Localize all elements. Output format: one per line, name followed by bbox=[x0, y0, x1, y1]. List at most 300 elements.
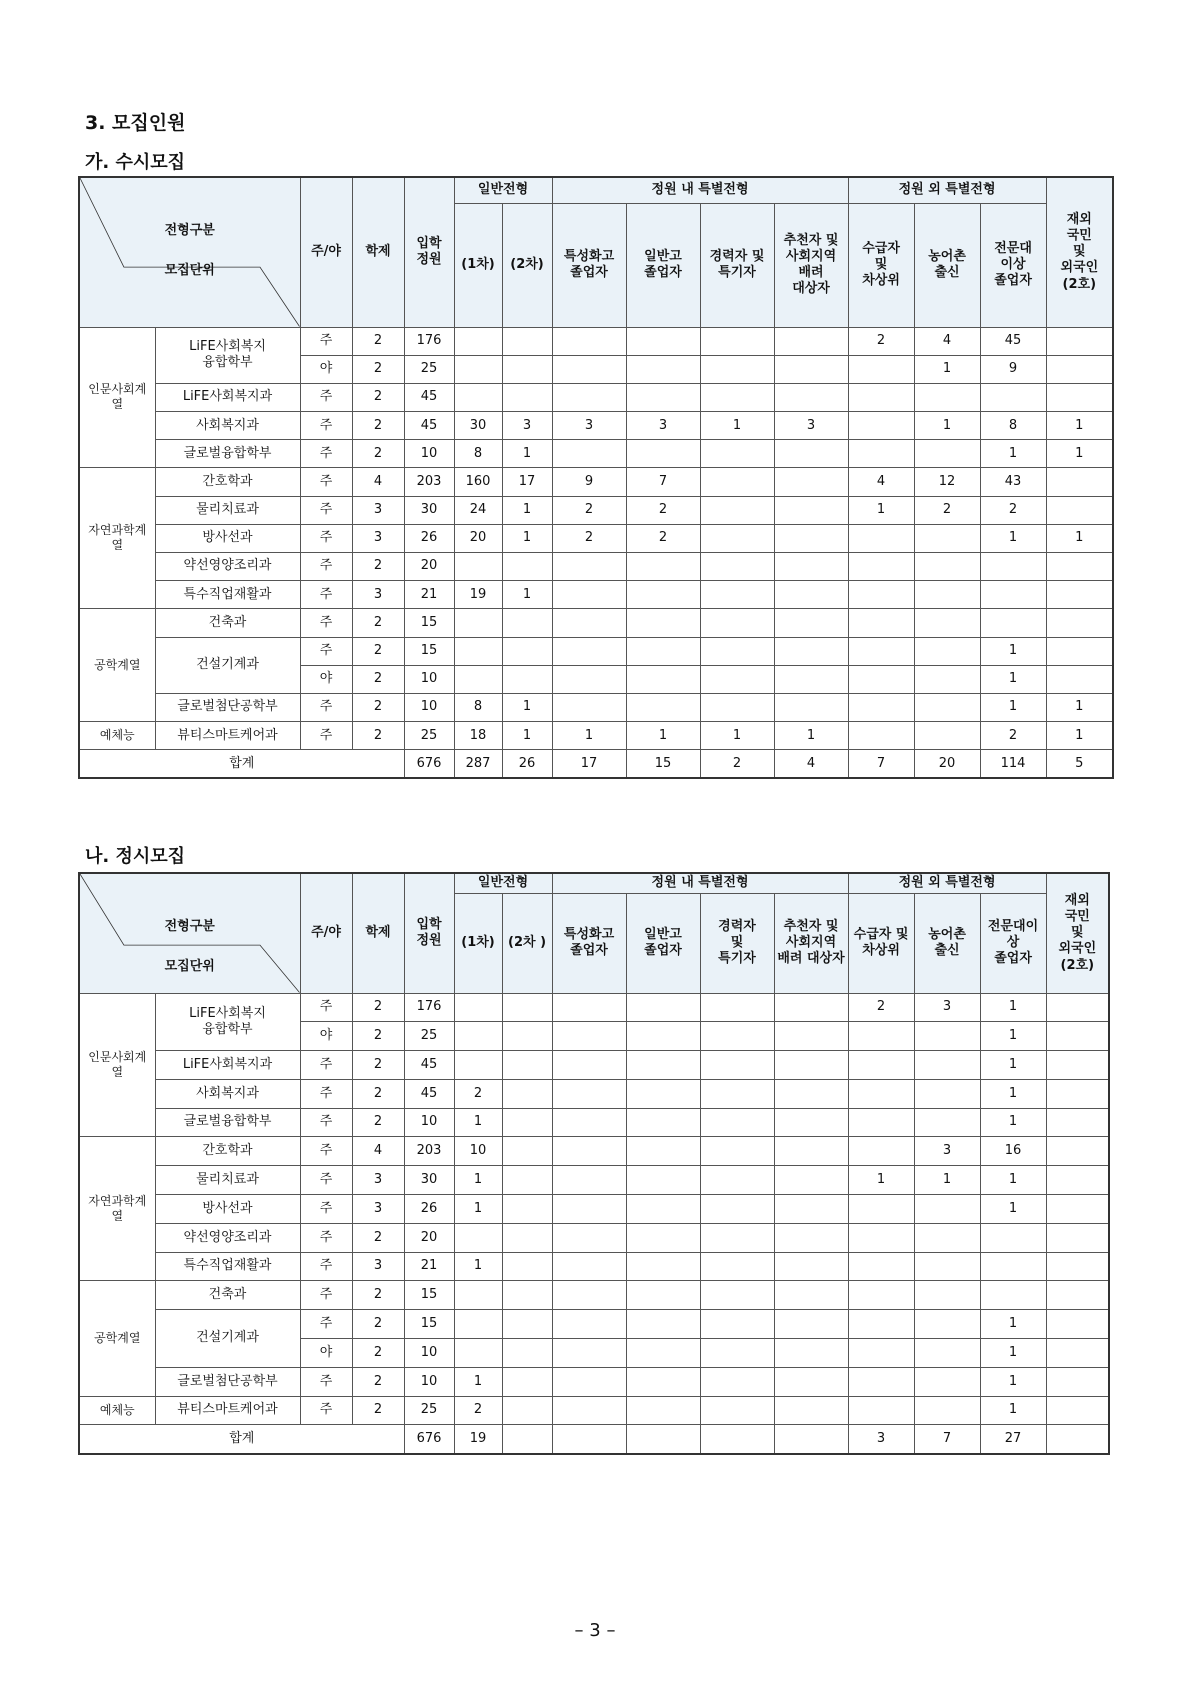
value-cell bbox=[502, 637, 552, 665]
value-cell bbox=[502, 1079, 552, 1108]
value-cell bbox=[774, 1022, 848, 1051]
value-cell bbox=[1046, 1051, 1109, 1080]
value-cell: 1 bbox=[1046, 693, 1113, 721]
header-hakje: 학제 bbox=[352, 177, 404, 327]
total-value: 15 bbox=[626, 750, 700, 778]
value-cell bbox=[700, 1252, 774, 1281]
value-cell bbox=[552, 1108, 626, 1137]
table-row bbox=[79, 637, 1113, 665]
value-cell bbox=[848, 722, 914, 750]
value-cell bbox=[1046, 1195, 1109, 1224]
ipak-cell: 15 bbox=[404, 1281, 454, 1310]
hakje-cell: 3 bbox=[352, 1166, 404, 1195]
value-cell: 16 bbox=[980, 1137, 1046, 1166]
ipak-cell: 20 bbox=[404, 1223, 454, 1252]
table-row bbox=[79, 993, 1109, 1022]
value-cell: 3 bbox=[626, 412, 700, 440]
total-row bbox=[79, 1425, 1109, 1454]
dept-name: 방사선과 bbox=[155, 524, 300, 552]
hakje-cell: 3 bbox=[352, 581, 404, 609]
value-cell bbox=[774, 1166, 848, 1195]
juya-cell: 주 bbox=[300, 1079, 352, 1108]
value-cell bbox=[626, 383, 700, 411]
total-value bbox=[626, 1425, 700, 1454]
value-cell: 3 bbox=[552, 412, 626, 440]
ipak-cell: 30 bbox=[404, 496, 454, 524]
value-cell bbox=[1046, 609, 1113, 637]
dept-name: LiFE사회복지과 bbox=[155, 383, 300, 411]
group-name: 예체능 bbox=[79, 1396, 155, 1425]
juya-cell: 주 bbox=[300, 1252, 352, 1281]
group-name: 인문사회계 열 bbox=[79, 993, 155, 1137]
hakje-cell: 2 bbox=[352, 1310, 404, 1339]
value-cell: 1 bbox=[1046, 722, 1113, 750]
value-cell: 30 bbox=[454, 412, 502, 440]
value-cell: 3 bbox=[502, 412, 552, 440]
value-cell bbox=[848, 1022, 914, 1051]
value-cell: 1 bbox=[980, 1367, 1046, 1396]
group-name: 공학계열 bbox=[79, 609, 155, 722]
value-cell: 1 bbox=[980, 1166, 1046, 1195]
hakje-cell: 2 bbox=[352, 993, 404, 1022]
total-value: 20 bbox=[914, 750, 980, 778]
juya-cell: 주 bbox=[300, 1108, 352, 1137]
value-cell bbox=[552, 1396, 626, 1425]
value-cell bbox=[914, 665, 980, 693]
juya-cell: 주 bbox=[300, 1166, 352, 1195]
value-cell bbox=[552, 1310, 626, 1339]
ipak-cell: 10 bbox=[404, 693, 454, 721]
header-col-0: (1차) bbox=[454, 203, 502, 327]
value-cell bbox=[700, 496, 774, 524]
table-row bbox=[79, 1367, 1109, 1396]
hakje-cell: 2 bbox=[352, 637, 404, 665]
value-cell bbox=[914, 581, 980, 609]
value-cell bbox=[626, 1339, 700, 1368]
value-cell: 1 bbox=[980, 1108, 1046, 1137]
juya-cell: 주 bbox=[300, 609, 352, 637]
value-cell bbox=[552, 553, 626, 581]
value-cell bbox=[774, 524, 848, 552]
value-cell bbox=[626, 665, 700, 693]
value-cell: 1 bbox=[914, 355, 980, 383]
ipak-cell: 203 bbox=[404, 468, 454, 496]
ipak-cell: 25 bbox=[404, 722, 454, 750]
value-cell bbox=[626, 1022, 700, 1051]
hakje-cell: 2 bbox=[352, 1022, 404, 1051]
value-cell bbox=[454, 665, 502, 693]
value-cell: 1 bbox=[980, 637, 1046, 665]
value-cell bbox=[1046, 327, 1113, 355]
value-cell: 2 bbox=[454, 1396, 502, 1425]
value-cell bbox=[914, 524, 980, 552]
total-value: 3 bbox=[848, 1425, 914, 1454]
value-cell: 1 bbox=[552, 722, 626, 750]
header-diag-top: 전형구분 bbox=[164, 223, 215, 238]
table-row bbox=[79, 1396, 1109, 1425]
value-cell: 160 bbox=[454, 468, 502, 496]
value-cell bbox=[914, 1079, 980, 1108]
ipak-cell: 10 bbox=[404, 440, 454, 468]
value-cell: 2 bbox=[980, 496, 1046, 524]
value-cell bbox=[700, 1051, 774, 1080]
total-label: 합계 bbox=[79, 1425, 404, 1454]
total-value: 17 bbox=[552, 750, 626, 778]
value-cell: 3 bbox=[914, 993, 980, 1022]
value-cell bbox=[502, 1022, 552, 1051]
value-cell: 2 bbox=[552, 524, 626, 552]
value-cell: 24 bbox=[454, 496, 502, 524]
ipak-cell: 30 bbox=[404, 1166, 454, 1195]
ipak-cell: 15 bbox=[404, 609, 454, 637]
value-cell bbox=[700, 1339, 774, 1368]
hakje-cell: 2 bbox=[352, 1051, 404, 1080]
table-row bbox=[79, 581, 1113, 609]
header-diag-bottom: 모집단위 bbox=[164, 959, 215, 974]
value-cell: 1 bbox=[980, 693, 1046, 721]
value-cell bbox=[454, 1051, 502, 1080]
table-row bbox=[79, 1137, 1109, 1166]
value-cell bbox=[626, 637, 700, 665]
value-cell bbox=[552, 1051, 626, 1080]
value-cell: 1 bbox=[1046, 440, 1113, 468]
value-cell bbox=[700, 440, 774, 468]
dept-name: 글로벌첨단공학부 bbox=[155, 1367, 300, 1396]
juya-cell: 주 bbox=[300, 1223, 352, 1252]
value-cell bbox=[914, 1223, 980, 1252]
value-cell: 1 bbox=[980, 1022, 1046, 1051]
total-value: 4 bbox=[774, 750, 848, 778]
value-cell bbox=[502, 355, 552, 383]
header-group-general: 일반전형 bbox=[454, 177, 552, 203]
value-cell: 1 bbox=[980, 1079, 1046, 1108]
value-cell bbox=[502, 1223, 552, 1252]
value-cell: 1 bbox=[980, 665, 1046, 693]
value-cell bbox=[502, 665, 552, 693]
value-cell bbox=[626, 327, 700, 355]
value-cell bbox=[626, 1310, 700, 1339]
hakje-cell: 3 bbox=[352, 1195, 404, 1224]
dept-name: 뷰티스마트케어과 bbox=[155, 1396, 300, 1425]
total-row bbox=[79, 750, 1113, 778]
value-cell bbox=[502, 1166, 552, 1195]
table-row bbox=[79, 1051, 1109, 1080]
juya-cell: 주 bbox=[300, 327, 352, 355]
value-cell bbox=[1046, 1281, 1109, 1310]
value-cell bbox=[980, 581, 1046, 609]
value-cell bbox=[774, 1396, 848, 1425]
ipak-cell: 15 bbox=[404, 1310, 454, 1339]
value-cell bbox=[774, 581, 848, 609]
value-cell bbox=[552, 1195, 626, 1224]
hakje-cell: 3 bbox=[352, 524, 404, 552]
value-cell bbox=[626, 581, 700, 609]
value-cell: 1 bbox=[980, 1051, 1046, 1080]
value-cell: 2 bbox=[914, 496, 980, 524]
ipak-cell: 45 bbox=[404, 1051, 454, 1080]
dept-name: 글로벌융합학부 bbox=[155, 440, 300, 468]
value-cell bbox=[848, 440, 914, 468]
value-cell bbox=[1046, 993, 1109, 1022]
value-cell: 1 bbox=[774, 722, 848, 750]
header-col-3: 일반고 졸업자 bbox=[626, 893, 700, 993]
value-cell bbox=[980, 553, 1046, 581]
value-cell bbox=[502, 993, 552, 1022]
value-cell bbox=[700, 1310, 774, 1339]
ipak-cell: 21 bbox=[404, 1252, 454, 1281]
hakje-cell: 2 bbox=[352, 355, 404, 383]
value-cell: 1 bbox=[454, 1367, 502, 1396]
value-cell bbox=[848, 581, 914, 609]
ipak-cell: 25 bbox=[404, 355, 454, 383]
header-col-7: 농어촌 출신 bbox=[914, 893, 980, 993]
ipak-cell: 25 bbox=[404, 1396, 454, 1425]
value-cell bbox=[914, 722, 980, 750]
value-cell bbox=[552, 1079, 626, 1108]
ipak-cell: 10 bbox=[404, 1339, 454, 1368]
value-cell bbox=[1046, 468, 1113, 496]
value-cell: 8 bbox=[454, 440, 502, 468]
header-juya: 주/야 bbox=[300, 873, 352, 993]
value-cell: 45 bbox=[980, 327, 1046, 355]
ipak-cell: 20 bbox=[404, 553, 454, 581]
value-cell: 1 bbox=[980, 1339, 1046, 1368]
value-cell bbox=[552, 1281, 626, 1310]
table-row bbox=[79, 722, 1113, 750]
ipak-cell: 10 bbox=[404, 1367, 454, 1396]
value-cell bbox=[1046, 1108, 1109, 1137]
group-name: 예체능 bbox=[79, 722, 155, 750]
value-cell bbox=[626, 609, 700, 637]
header-col-2: 특성화고 졸업자 bbox=[552, 893, 626, 993]
value-cell bbox=[700, 1367, 774, 1396]
value-cell: 2 bbox=[454, 1079, 502, 1108]
value-cell bbox=[626, 440, 700, 468]
juya-cell: 주 bbox=[300, 440, 352, 468]
value-cell bbox=[848, 1108, 914, 1137]
value-cell: 1 bbox=[914, 412, 980, 440]
value-cell bbox=[914, 693, 980, 721]
value-cell bbox=[774, 1195, 848, 1224]
juya-cell: 주 bbox=[300, 1051, 352, 1080]
value-cell bbox=[454, 609, 502, 637]
table-row bbox=[79, 412, 1113, 440]
value-cell: 1 bbox=[454, 1166, 502, 1195]
ipak-cell: 26 bbox=[404, 524, 454, 552]
dept-name: 건축과 bbox=[155, 1281, 300, 1310]
header-group-outer: 정원 외 특별전형 bbox=[848, 873, 1046, 893]
value-cell bbox=[1046, 637, 1113, 665]
value-cell bbox=[914, 553, 980, 581]
value-cell bbox=[626, 1137, 700, 1166]
ipak-cell: 15 bbox=[404, 637, 454, 665]
value-cell bbox=[552, 581, 626, 609]
value-cell bbox=[700, 327, 774, 355]
value-cell bbox=[700, 581, 774, 609]
value-cell bbox=[774, 993, 848, 1022]
value-cell bbox=[774, 1339, 848, 1368]
value-cell bbox=[914, 1051, 980, 1080]
total-value: 7 bbox=[848, 750, 914, 778]
value-cell: 1 bbox=[848, 496, 914, 524]
value-cell bbox=[774, 383, 848, 411]
ipak-cell: 45 bbox=[404, 383, 454, 411]
value-cell bbox=[914, 1367, 980, 1396]
table-row bbox=[79, 693, 1113, 721]
total-value: 5 bbox=[1046, 750, 1113, 778]
juya-cell: 주 bbox=[300, 1396, 352, 1425]
value-cell bbox=[914, 1396, 980, 1425]
value-cell bbox=[502, 609, 552, 637]
value-cell: 8 bbox=[980, 412, 1046, 440]
total-value: 27 bbox=[980, 1425, 1046, 1454]
value-cell bbox=[774, 1051, 848, 1080]
value-cell bbox=[502, 553, 552, 581]
dept-name: 건설기계과 bbox=[155, 637, 300, 693]
dept-name: 뷰티스마트케어과 bbox=[155, 722, 300, 750]
value-cell bbox=[626, 355, 700, 383]
value-cell bbox=[502, 1252, 552, 1281]
dept-name: 글로벌융합학부 bbox=[155, 1108, 300, 1137]
juya-cell: 주 bbox=[300, 412, 352, 440]
value-cell: 1 bbox=[454, 1195, 502, 1224]
table-row bbox=[79, 524, 1113, 552]
dept-name: 건설기계과 bbox=[155, 1310, 300, 1368]
juya-cell: 주 bbox=[300, 524, 352, 552]
header-col-overseas: 재외 국민 및 외국인 (2호) bbox=[1046, 873, 1109, 993]
value-cell: 1 bbox=[980, 524, 1046, 552]
header-col-8: 전문대이 상 졸업자 bbox=[980, 893, 1046, 993]
juya-cell: 주 bbox=[300, 1367, 352, 1396]
value-cell: 1 bbox=[1046, 524, 1113, 552]
ipak-cell: 176 bbox=[404, 993, 454, 1022]
value-cell bbox=[552, 1137, 626, 1166]
total-value: 287 bbox=[454, 750, 502, 778]
dept-name: 건축과 bbox=[155, 609, 300, 637]
value-cell: 1 bbox=[980, 993, 1046, 1022]
value-cell: 1 bbox=[454, 1252, 502, 1281]
table-row bbox=[79, 1223, 1109, 1252]
value-cell bbox=[552, 993, 626, 1022]
value-cell bbox=[700, 1022, 774, 1051]
susi-title: 가. 수시모집 bbox=[85, 152, 186, 173]
value-cell bbox=[980, 1252, 1046, 1281]
hakje-cell: 2 bbox=[352, 412, 404, 440]
value-cell bbox=[774, 1137, 848, 1166]
total-ipak: 676 bbox=[404, 750, 454, 778]
value-cell bbox=[626, 1252, 700, 1281]
ipak-cell: 26 bbox=[404, 1195, 454, 1224]
value-cell bbox=[980, 383, 1046, 411]
header-diag-top: 전형구분 bbox=[164, 919, 215, 934]
total-value bbox=[552, 1425, 626, 1454]
juya-cell: 야 bbox=[300, 1339, 352, 1368]
value-cell bbox=[774, 553, 848, 581]
juya-cell: 야 bbox=[300, 355, 352, 383]
table-row bbox=[79, 496, 1113, 524]
value-cell: 2 bbox=[626, 524, 700, 552]
value-cell bbox=[454, 1022, 502, 1051]
value-cell bbox=[552, 1223, 626, 1252]
value-cell bbox=[626, 553, 700, 581]
value-cell: 20 bbox=[454, 524, 502, 552]
hakje-cell: 2 bbox=[352, 722, 404, 750]
value-cell: 2 bbox=[552, 496, 626, 524]
value-cell bbox=[700, 1223, 774, 1252]
page-number: – 3 – bbox=[574, 1620, 616, 1641]
value-cell bbox=[552, 1166, 626, 1195]
header-col-1: (2차) bbox=[502, 203, 552, 327]
value-cell: 3 bbox=[914, 1137, 980, 1166]
value-cell bbox=[848, 1195, 914, 1224]
value-cell bbox=[774, 609, 848, 637]
ipak-cell: 21 bbox=[404, 581, 454, 609]
value-cell bbox=[700, 1079, 774, 1108]
value-cell bbox=[1046, 1252, 1109, 1281]
value-cell bbox=[626, 1166, 700, 1195]
value-cell: 1 bbox=[700, 722, 774, 750]
header-col-5: 추천자 및 사회지역 배려 대상자 bbox=[774, 203, 848, 327]
total-value: 114 bbox=[980, 750, 1046, 778]
value-cell bbox=[454, 1223, 502, 1252]
dept-name: 약선영양조리과 bbox=[155, 553, 300, 581]
dept-name: 사회복지과 bbox=[155, 1079, 300, 1108]
value-cell bbox=[700, 355, 774, 383]
value-cell bbox=[848, 693, 914, 721]
ipak-cell: 10 bbox=[404, 1108, 454, 1137]
value-cell bbox=[502, 1396, 552, 1425]
value-cell bbox=[552, 1367, 626, 1396]
value-cell bbox=[552, 1252, 626, 1281]
value-cell: 1 bbox=[700, 412, 774, 440]
table-row bbox=[79, 1281, 1109, 1310]
table-row bbox=[79, 1108, 1109, 1137]
group-name: 인문사회계 열 bbox=[79, 327, 155, 468]
value-cell bbox=[914, 1281, 980, 1310]
dept-name: LiFE사회복지 융합학부 bbox=[155, 327, 300, 383]
value-cell bbox=[848, 1396, 914, 1425]
value-cell bbox=[700, 553, 774, 581]
hakje-cell: 4 bbox=[352, 468, 404, 496]
total-value bbox=[774, 1425, 848, 1454]
value-cell: 1 bbox=[914, 1166, 980, 1195]
value-cell: 1 bbox=[502, 581, 552, 609]
value-cell bbox=[774, 327, 848, 355]
hakje-cell: 3 bbox=[352, 496, 404, 524]
value-cell: 1 bbox=[1046, 412, 1113, 440]
value-cell bbox=[1046, 1367, 1109, 1396]
value-cell bbox=[914, 440, 980, 468]
value-cell bbox=[454, 993, 502, 1022]
value-cell bbox=[1046, 355, 1113, 383]
value-cell: 1 bbox=[980, 440, 1046, 468]
value-cell bbox=[1046, 581, 1113, 609]
susi-table bbox=[78, 176, 1114, 779]
value-cell bbox=[700, 693, 774, 721]
value-cell bbox=[774, 496, 848, 524]
value-cell: 4 bbox=[848, 468, 914, 496]
table-row bbox=[79, 383, 1113, 411]
value-cell: 8 bbox=[454, 693, 502, 721]
value-cell bbox=[552, 665, 626, 693]
dept-name: 물리치료과 bbox=[155, 496, 300, 524]
header-col-3: 일반고 졸업자 bbox=[626, 203, 700, 327]
juya-cell: 주 bbox=[300, 637, 352, 665]
value-cell bbox=[980, 1281, 1046, 1310]
value-cell bbox=[700, 524, 774, 552]
hakje-cell: 2 bbox=[352, 693, 404, 721]
value-cell bbox=[502, 1339, 552, 1368]
